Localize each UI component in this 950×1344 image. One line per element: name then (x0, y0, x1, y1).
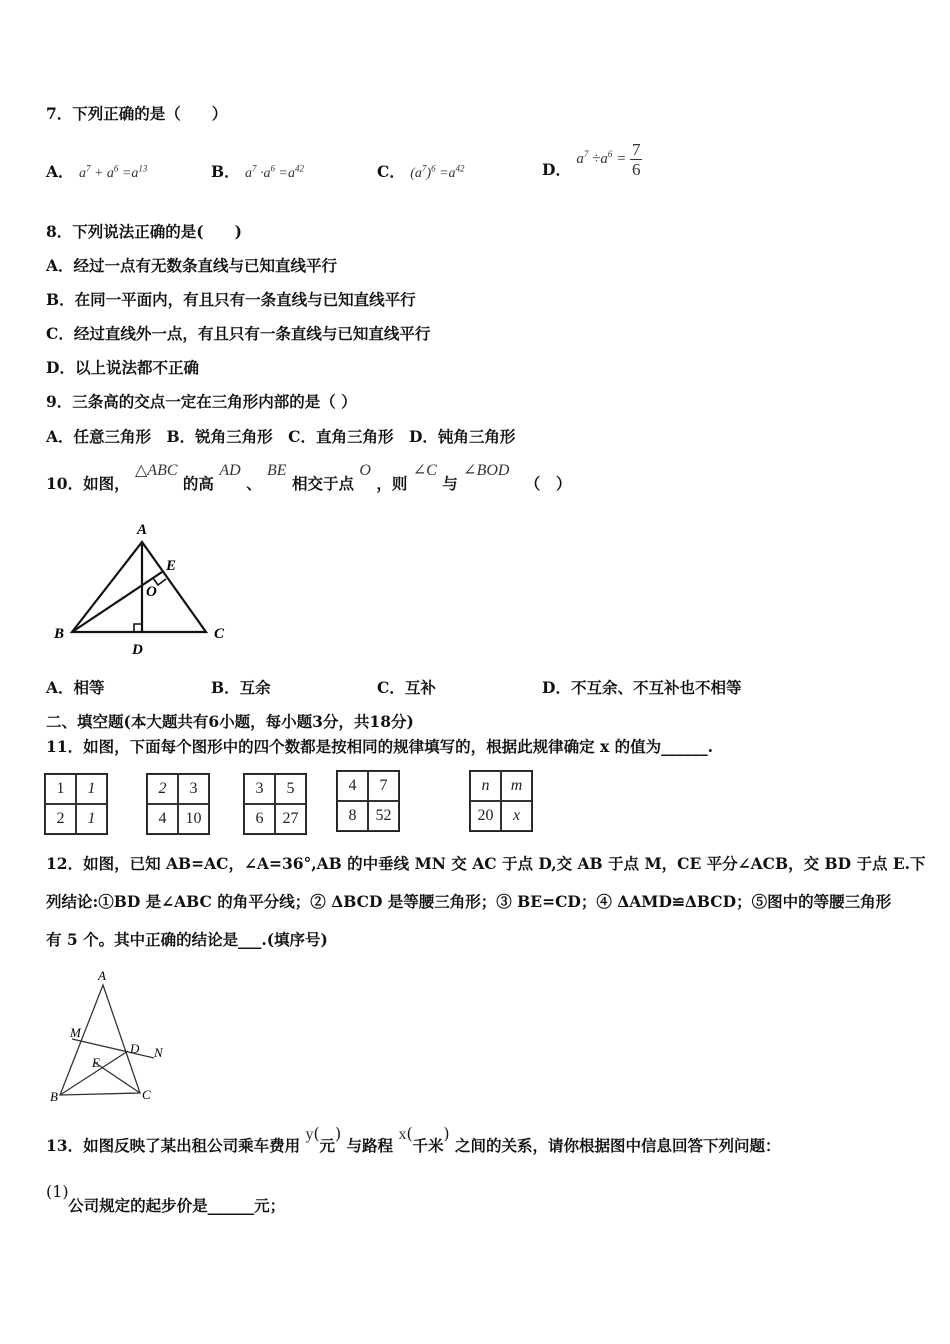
q10-label-e: E (166, 558, 177, 574)
q10-triangle-abc: △ABC (134, 462, 178, 479)
q11-stem: 11．如图，下面每个图形中的四个数都是按相同的规律填写的，根据此规律确定 x 的值为______. (46, 737, 714, 756)
q11-grid-5: n m 20 x (469, 770, 533, 832)
q10-label-b: B (54, 626, 65, 642)
q12-label-d: D (130, 1041, 140, 1056)
q7-option-d[interactable] (542, 138, 642, 180)
q10-label-d: D (132, 642, 143, 658)
q10-label-c: C (214, 626, 225, 642)
q7-option-b-expr: $a^7 \cdot a^6 =a^{42}$ (245, 163, 304, 181)
q10-label-o: O (146, 584, 157, 600)
q9-options[interactable]: A．任意三角形 B．锐角三角形 C．直角三角形 D．钝角三角形 (46, 427, 516, 446)
q7-option-d-expr: $a^7 \div a^6$ = $\frac{7}{6}$ (576, 139, 641, 179)
q8-option-d[interactable]: D．以上说法都不正确 (46, 358, 199, 377)
q12-triangle-figure (48, 965, 178, 1105)
q11-grid-2: 2 3 4 10 (146, 773, 210, 835)
q7-option-c-label: C． (377, 162, 405, 181)
q7-option-a-label: A． (46, 162, 74, 181)
q10-option-c[interactable]: C．互补 (377, 678, 436, 697)
q10-triangle-figure (48, 512, 238, 662)
q13-sub-1-number: (1) (46, 1182, 69, 1201)
q12-label-n: N (154, 1045, 163, 1060)
q7-option-b-label: B． (211, 162, 240, 181)
q10-label-a: A (137, 522, 148, 538)
q10-option-d[interactable]: D．不互余、不互补也不相等 (542, 678, 742, 697)
q10-option-a[interactable]: A．相等 (46, 678, 105, 697)
q11-grid-1: 1 1 2 1 (44, 773, 108, 835)
q7-d-denominator: 6 (631, 159, 641, 179)
q13-sub-1 (46, 1180, 291, 1216)
q12-label-m: M (70, 1025, 81, 1040)
q8-option-a[interactable]: A．经过一点有无数条直线与已知直线平行 (46, 256, 338, 275)
q7-option-c-expr: $(a^7)^6 =a^{42}$ (410, 163, 465, 181)
q8-option-b[interactable]: B．在同一平面内，有且只有一条直线与已知直线平行 (46, 290, 416, 309)
q12-label-b: B (50, 1089, 58, 1104)
q10-option-b[interactable]: B．互余 (211, 678, 271, 697)
q12-line-2: 列结论:①BD 是∠ABC 的角平分线；② ΔBCD 是等腰三角形；③ BE=CD；④ ΔAMD≌ΔBCD；⑤图中的等腰三角形 (46, 892, 892, 911)
q13-y-var: y (305, 1126, 314, 1143)
q10-stem: 10．如图， △ABC 的高 AD 、 BE 相交于点 O ，则 ∠C 与 ∠BOD （ ） (46, 462, 572, 493)
q7-stem: 7．下列正确的是（ ） (46, 104, 228, 123)
q12-line-1: 12．如图，已知 AB=AC，∠A=36°,AB 的中垂线 MN 交 AC 于点 D,交 AB 于点 M，CE 平分∠ACB，交 BD 于点 E.下 (46, 854, 926, 873)
q13-stem: 13．如图反映了某出租公司乘车费用 y(元) 与路程 x(千米) 之间的关系，请你根据图中信息回答下列问题： (46, 1125, 781, 1155)
q9-stem: 9．三条高的交点一定在三角形内部的是（ ） (46, 392, 357, 411)
q7-option-c[interactable] (377, 160, 465, 182)
q8-stem: 8．下列说法正确的是( ) (46, 222, 242, 241)
q13-sub-1-text: 公司规定的起步价是______元； (68, 1196, 286, 1215)
q11-grid-3: 3 5 6 27 (243, 773, 307, 835)
q7-option-a-expr: $a^7 + a^6 =a^{13}$ (78, 163, 148, 181)
q12-line-3: 有 5 个。其中正确的结论是___.(填序号) (46, 930, 328, 949)
q13-x-var: x (398, 1126, 407, 1143)
q11-grid-4: 4 7 8 52 (336, 770, 400, 832)
q12-label-e: E (92, 1055, 100, 1070)
q7-option-b[interactable] (211, 160, 304, 182)
q7-option-a[interactable] (46, 160, 147, 182)
q7-d-numerator: 7 (631, 139, 641, 159)
q7-option-d-label: D． (542, 160, 571, 179)
section-2-heading: 二、填空题(本大题共有6小题，每小题3分，共18分) (46, 712, 414, 731)
q12-label-a: A (98, 968, 106, 983)
q12-label-c: C (142, 1087, 151, 1102)
q8-option-c[interactable]: C．经过直线外一点，有且只有一条直线与已知直线平行 (46, 324, 431, 343)
